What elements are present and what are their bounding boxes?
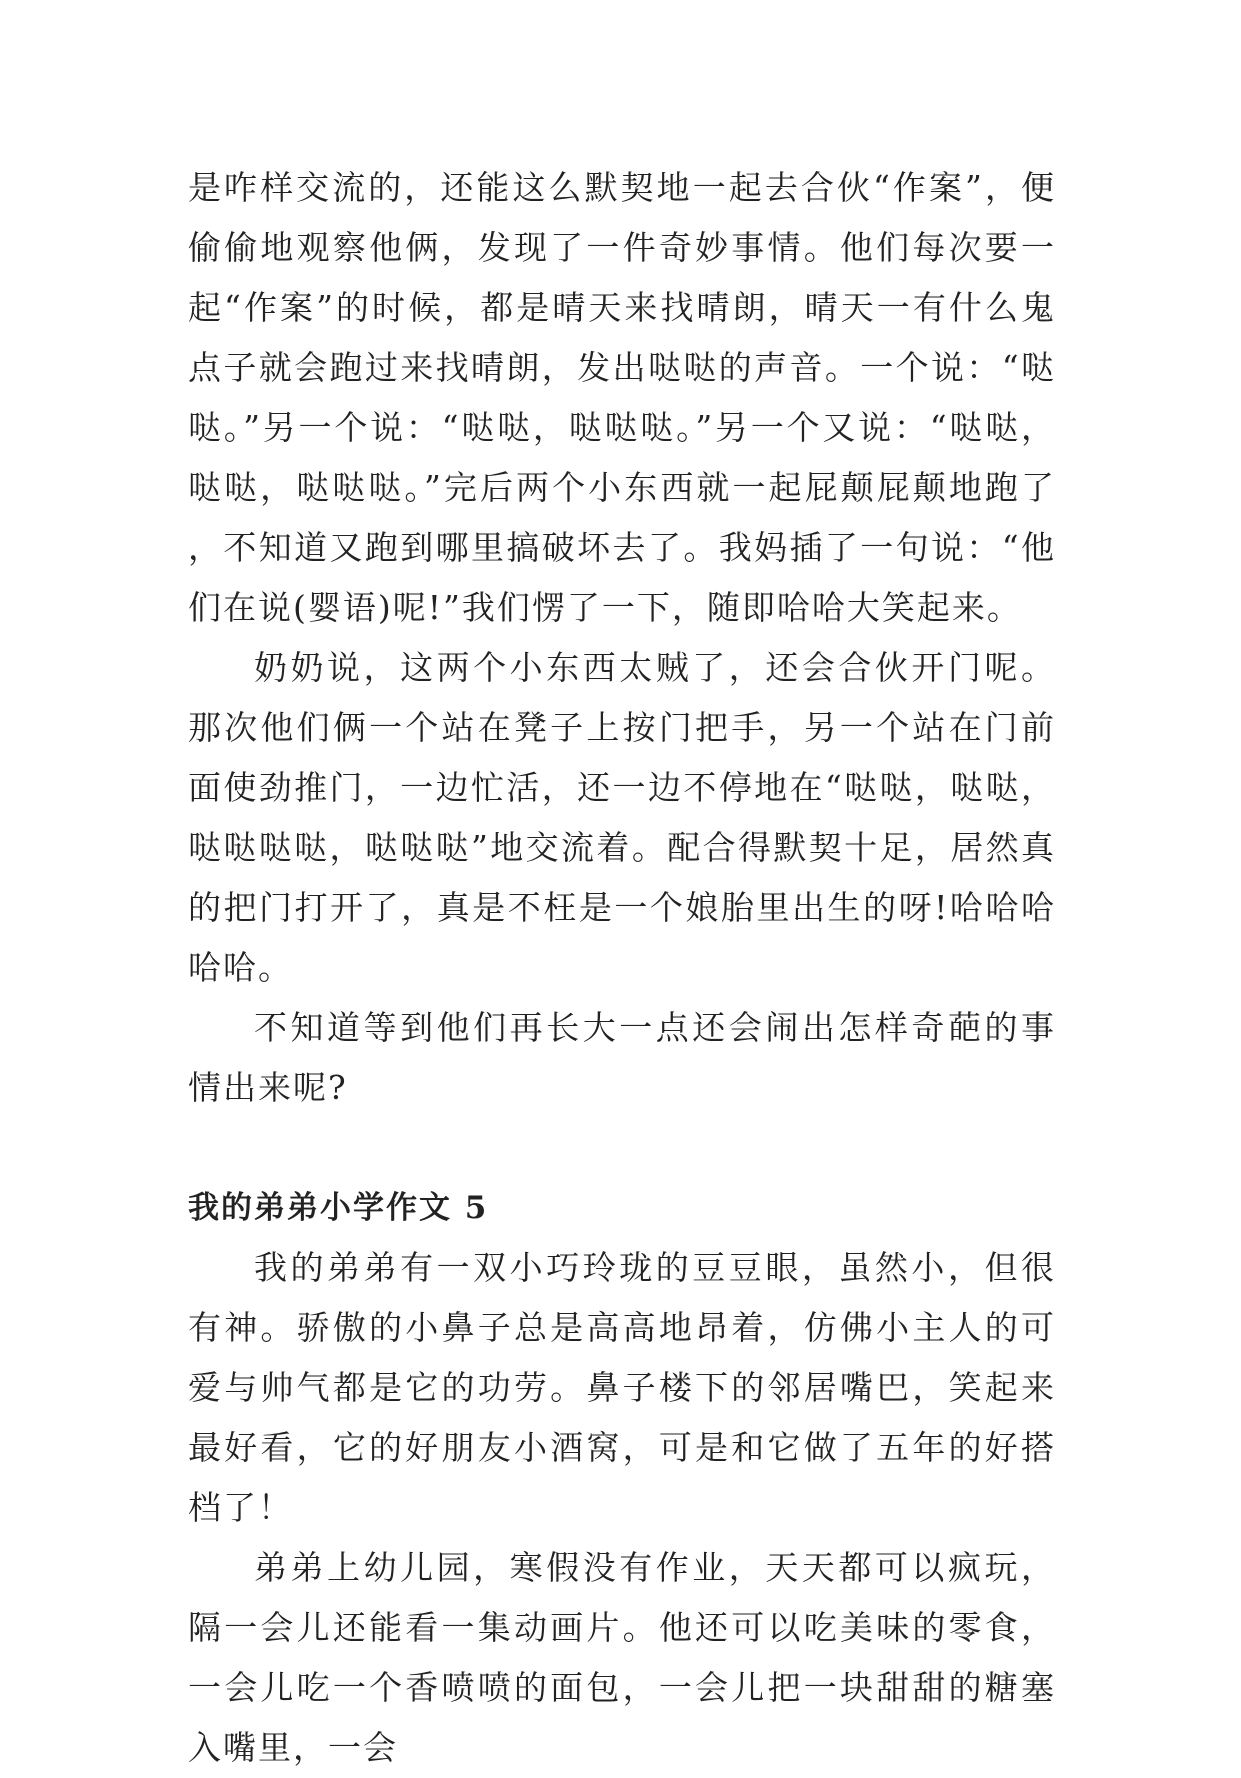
paragraph-continued: 是咋样交流的，还能这么默契地一起去合伙“作案”，便偷偷地观察他俩，发现了一件奇妙事情。他们每次要一起“作案”的时候，都是晴天来找晴朗，晴天一有什么鬼点子就会跑过来找晴朗，发出哒哒的声音。一个说：“哒哒。”另一个说：“哒哒，哒哒哒。”另一个又说：“哒哒，哒哒，哒哒哒。”完后两个小东西就一起屁颠屁颠地跑了，不知道又跑到哪里搞破坏去了。我妈插了一句说：“他们在说(婴语)呢!”我们愣了一下，随即哈哈大笑起来。 — [188, 168, 1056, 627]
paragraph-door: 奶奶说，这两个小东西太贼了，还会合伙开门呢。那次他们俩一个站在凳子上按门把手，另一个站在门前面使劲推门，一边忙活，还一边不停地在“哒哒，哒哒，哒哒哒哒，哒哒哒”地交流着。配合得默契十足，居然真的把门打开了，真是不枉是一个娘胎里出生的呀!哈哈哈哈哈。 — [188, 648, 1056, 987]
paragraph-ending-question: 不知道等到他们再长大一点还会闹出怎样奇葩的事情出来呢? — [188, 1008, 1056, 1107]
section-title: 我的弟弟小学作文 5 — [188, 1190, 489, 1226]
document-body — [188, 158, 1056, 1778]
paragraph-face: 我的弟弟有一双小巧玲珑的豆豆眼，虽然小，但很有神。骄傲的小鼻子总是高高地昂着，仿佛小主人的可爱与帅气都是它的功劳。鼻子楼下的邻居嘴巴，笑起来最好看，它的好朋友小酒窝，可是和它做了五年的好搭档了！ — [188, 1248, 1056, 1527]
section-spacer — [188, 1118, 1056, 1178]
paragraph-kindergarten: 弟弟上幼儿园，寒假没有作业，天天都可以疯玩，隔一会儿还能看一集动画片。他还可以吃美味的零食，一会儿吃一个香喷喷的面包，一会儿把一块甜甜的糖塞入嘴里，一会 — [188, 1548, 1056, 1767]
